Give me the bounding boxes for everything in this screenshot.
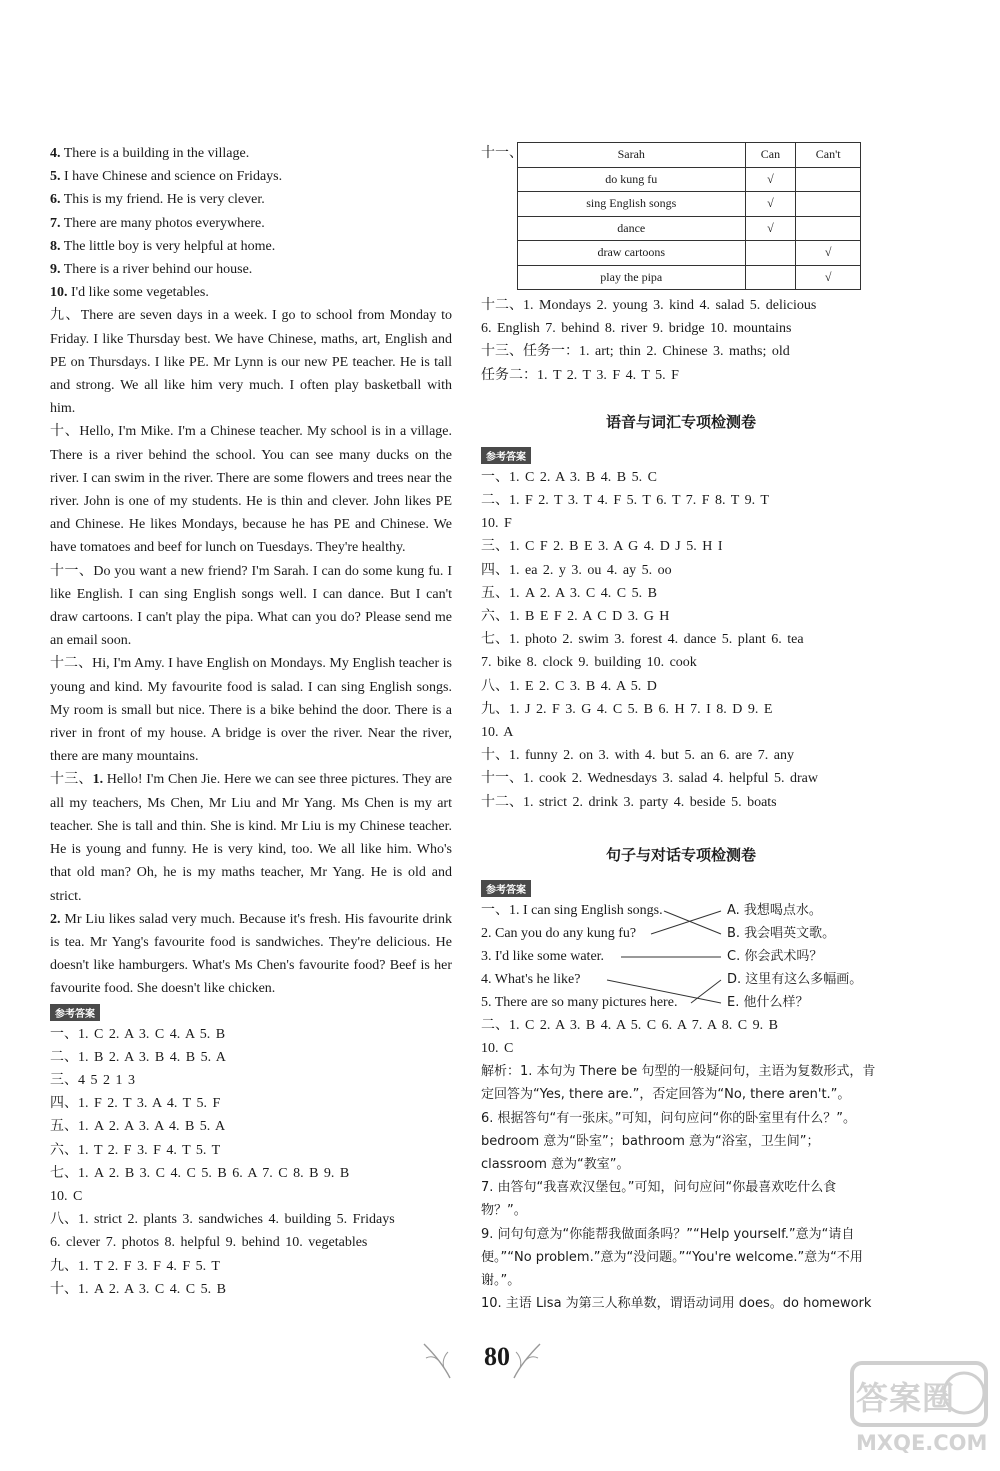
ability-table xyxy=(517,142,861,290)
passage-13-1 xyxy=(50,768,452,907)
item-number: 2. xyxy=(50,911,61,927)
passage-text: Do you want a new friend? I'm Sarah. I can do some kung fu. I like English. I can sing English songs well. I can dance. But I can't draw cartoons. I can't play the pipa. What can you do? Please send me an email soon. xyxy=(50,563,453,649)
sentence-text: I have Chinese and science on Fridays. xyxy=(60,169,283,185)
decorative-branch-icon xyxy=(506,1336,546,1380)
table-cell-item: play the pipa xyxy=(518,265,746,290)
answer-line: 10. C xyxy=(50,1188,83,1204)
header-cell: Can xyxy=(745,143,796,168)
header-cell: Sarah xyxy=(518,143,746,168)
answer-line: 五、1. A 2. A 3. C 4. C 5. B xyxy=(481,585,657,601)
passage-text: There are seven days in a week. I go to school from Monday to Friday. I like Thursday best. We have Chinese, maths, art, English and PE on Thursdays. I like PE. Mr Lynn is our new PE teacher. He is tall and strong. We all like him very much. I often play basketball with him. xyxy=(50,308,453,417)
answer-line: 三、4 5 2 1 3 xyxy=(50,1072,135,1088)
item-number: 8. xyxy=(50,238,61,254)
table-header-row xyxy=(518,143,861,168)
answer-line: 7. bike 8. clock 9. building 10. cook xyxy=(481,655,697,671)
match-left-item: 4. What's he like? xyxy=(481,971,581,987)
watermark-url: MXQE.COM xyxy=(856,1431,988,1455)
answer-line: 二、1. C 2. A 3. B 4. A 5. C 6. A 7. A 8. C 9. B xyxy=(481,1017,778,1033)
table-row xyxy=(518,192,861,217)
explanation-item: 10. 主语 Lisa 为第三人称单数，谓语动词用 does。do homework xyxy=(481,1296,872,1312)
passage-text: Mr Liu likes salad very much. Because it's fresh. His favourite drink is tea. Mr Yang's favourite food is sandwiches. They're delicious. He doesn't like hamburgers. What's Ms Chen's favourite food? Beef is her favourite food. She doesn't like chicken. xyxy=(50,911,452,997)
watermark-text: 答案圈 xyxy=(856,1379,956,1417)
sentence-text: There is a river behind our house. xyxy=(60,262,253,278)
sentence-line xyxy=(50,165,452,188)
table-cell-cant: √ xyxy=(796,265,861,290)
sentence-line xyxy=(50,188,452,211)
passage-10 xyxy=(50,420,452,559)
answer-line: 七、1. photo 2. swim 3. forest 4. dance 5. plant 6. tea xyxy=(481,632,804,648)
answer-key-tag: 参考答案 xyxy=(481,880,531,897)
table-row xyxy=(518,265,861,290)
answer-line: 九、1. T 2. F 3. F 4. F 5. T xyxy=(50,1258,220,1274)
sentence-text: There are many photos everywhere. xyxy=(60,215,265,231)
table-cell-cant: √ xyxy=(796,241,861,266)
answer-key-tag: 参考答案 xyxy=(50,1004,100,1021)
section-label: 十一、 xyxy=(50,563,94,579)
answer-line: 6. English 7. behind 8. river 9. bridge 10. mountains xyxy=(481,321,792,337)
matching-exercise xyxy=(481,899,881,1014)
item-number: 6. xyxy=(50,192,61,208)
section-label: 十、 xyxy=(50,424,80,440)
section-label: 十三、 xyxy=(50,772,93,788)
sentence-line xyxy=(50,235,452,258)
match-right-item: A. 我想喝点水。 xyxy=(727,902,822,918)
section-label: 十一、 xyxy=(481,145,523,161)
match-left-item: 一、1. I can sing English songs. xyxy=(481,902,663,918)
item-number: 5. xyxy=(50,169,61,185)
table-cell-cant xyxy=(796,167,861,192)
answer-line: 二、1. F 2. T 3. T 4. F 5. T 6. T 7. F 8. T 9. T xyxy=(481,493,769,509)
header-cell: Can't xyxy=(796,143,861,168)
left-column xyxy=(50,142,452,1301)
table-cell-cant xyxy=(796,216,861,241)
item-number: 10. xyxy=(50,285,68,301)
answer-line: 任务二：1. T 2. T 3. F 4. T 5. F xyxy=(481,367,679,383)
answer-line: 八、1. strict 2. plants 3. sandwiches 4. building 5. Fridays xyxy=(50,1212,395,1228)
explanation-item: 7. 由答句“我喜欢汉堡包。”可知，问句应问“你最喜欢吃什么食物？”。 xyxy=(481,1180,837,1219)
sentence-text: There is a building in the village. xyxy=(60,146,250,161)
table-cell-can xyxy=(745,241,796,266)
ability-table-block xyxy=(481,142,881,290)
sentence-line xyxy=(50,212,452,235)
section-title: 句子与对话专项检测卷 xyxy=(605,845,756,864)
passage-9 xyxy=(50,304,452,420)
passage-text: Hi, I'm Amy. I have English on Mondays. My English teacher is young and kind. My favourite food is salad. I can sing English songs. My room is small but nice. There is a bike behind the door. There is a river in front of my house. A bridge is over the river. Near the river, there are many mountains. xyxy=(50,656,452,765)
passage-text: Hello! I'm Chen Jie. Here we can see three pictures. They are all my teachers, Ms Chen, Mr Liu and Mr Yang. Ms Chen is my art teacher. She is tall and thin. She is kind. Mr Liu is my Chinese teacher. He is young and funny. He is very kind, too. We all like him. Who's that old man? Oh, he is my maths teacher, Mr Yang. He is old and strict. xyxy=(50,772,453,904)
answer-line: 三、1. C F 2. B E 3. A G 4. D J 5. H I xyxy=(481,539,723,555)
table-cell-item: draw cartoons xyxy=(518,241,746,266)
match-line xyxy=(664,911,721,934)
match-left-item: 5. There are so many pictures here. xyxy=(481,994,678,1010)
right-column xyxy=(481,142,881,1316)
answer-list xyxy=(481,466,881,814)
sentence-text: I'd like some vegetables. xyxy=(67,285,209,301)
answer-line: 6. clever 7. photos 8. helpful 9. behind 10. vegetables xyxy=(50,1235,368,1251)
passage-13-2 xyxy=(50,908,452,1001)
answer-line: 十一、1. cook 2. Wednesdays 3. salad 4. helpful 5. draw xyxy=(481,771,818,787)
answer-line: 六、1. B E F 2. A C D 3. G H xyxy=(481,609,670,625)
answer-line: 10. F xyxy=(481,516,512,532)
sentence-text: The little boy is very helpful at home. xyxy=(60,238,276,254)
match-right-item: B. 我会唱英文歌。 xyxy=(727,925,836,941)
answer-list xyxy=(481,294,881,387)
answer-line: 十、1. funny 2. on 3. with 4. but 5. an 6. are 7. any xyxy=(481,748,794,764)
answer-line: 七、1. A 2. B 3. C 4. C 5. B 6. A 7. C 8. B 9. B xyxy=(50,1165,350,1181)
answer-list xyxy=(481,1014,881,1060)
answer-line: 四、1. ea 2. y 3. ou 4. ay 5. oo xyxy=(481,562,672,578)
answer-line: 10. A xyxy=(481,725,514,741)
table-row xyxy=(518,241,861,266)
sentence-text: This is my friend. He is very clever. xyxy=(60,192,265,208)
match-left-item: 3. I'd like some water. xyxy=(481,948,605,964)
section-title: 语音与词汇专项检测卷 xyxy=(605,412,756,431)
watermark-logo xyxy=(846,1355,992,1465)
section-label: 九、 xyxy=(50,308,81,324)
table-row xyxy=(518,216,861,241)
answer-line: 六、1. T 2. F 3. F 4. T 5. T xyxy=(50,1142,221,1158)
table-cell-item: sing English songs xyxy=(518,192,746,217)
answer-line: 八、1. E 2. C 3. B 4. A 5. D xyxy=(481,678,657,694)
passage-text: Hello, I'm Mike. I'm a Chinese teacher. My school is in a village. There is a river behind the school. You can see many ducks on the river. I can swim in the river. There are some flowers and trees near the river. John is one of my students. He is thin and clever. John likes PE and Chinese. He likes Mondays, because he has PE and Chinese. We have tomatoes and beef for lunch on Tuesdays. They're healthy. xyxy=(50,424,453,556)
sentence-line xyxy=(50,142,452,165)
answer-line: 10. C xyxy=(481,1041,514,1057)
item-number: 9. xyxy=(50,262,61,278)
item-number: 4. xyxy=(50,146,61,161)
answer-line: 一、1. C 2. A 3. C 4. A 5. B xyxy=(50,1026,226,1042)
answer-line: 九、1. J 2. F 3. G 4. C 5. B 6. H 7. I 8. D 9. E xyxy=(481,701,773,717)
match-right-item: E. 他什么样？ xyxy=(727,994,809,1010)
passage-12 xyxy=(50,652,452,768)
section-label: 十二、 xyxy=(50,656,93,672)
answer-line: 十二、1. strict 2. drink 3. party 4. beside 5. boats xyxy=(481,794,777,810)
table-cell-can: √ xyxy=(745,192,796,217)
sentence-list xyxy=(50,142,452,304)
answer-line: 五、1. A 2. A 3. A 4. B 5. A xyxy=(50,1119,226,1135)
item-number: 7. xyxy=(50,215,61,231)
answer-line: 二、1. B 2. A 3. B 4. B 5. A xyxy=(50,1049,226,1065)
match-right-item: C. 你会武术吗？ xyxy=(727,948,823,964)
answer-line: 一、1. C 2. A 3. B 4. B 5. C xyxy=(481,469,657,485)
table-cell-item: dance xyxy=(518,216,746,241)
explanation-item: 9. 问句句意为“你能帮我做面条吗？”“Help yourself.”意为“请自便。”“No problem.”意为“没问题。”“You're welcome.”意为“不用谢。”。 xyxy=(481,1226,863,1289)
passage-11 xyxy=(50,560,452,653)
answer-line: 十、1. A 2. A 3. C 4. C 5. B xyxy=(50,1281,226,1297)
answer-line: 四、1. F 2. T 3. A 4. T 5. F xyxy=(50,1096,221,1112)
answer-line: 十二、1. Mondays 2. young 3. kind 4. salad 5. delicious xyxy=(481,298,817,313)
table-cell-can: √ xyxy=(745,167,796,192)
table-cell-cant xyxy=(796,192,861,217)
table-cell-can: √ xyxy=(745,216,796,241)
explanation-item: 解析：1. 本句为 There be 句型的一般疑问句，主语为复数形式，肯定回答为“Yes, there are.”，否定回答为“No, there aren't.”。 xyxy=(481,1064,876,1103)
table-cell-item: do kung fu xyxy=(518,167,746,192)
explanation-item: 6. 根据答句“有一张床。”可知，问句应问“你的卧室里有什么？”。bedroom 意为“卧室”；bathroom 意为“浴室，卫生间”；classroom 意为“教室”。 xyxy=(481,1110,856,1173)
table-cell-can xyxy=(745,265,796,290)
sentence-line xyxy=(50,281,452,304)
table-row xyxy=(518,167,861,192)
explanation-list xyxy=(481,1060,881,1315)
answer-list xyxy=(50,1023,452,1301)
match-right-item: D. 这里有这么多幅画。 xyxy=(727,971,863,987)
answer-key-tag: 参考答案 xyxy=(481,447,531,464)
page-number: 80 xyxy=(484,1342,510,1371)
answer-line: 十三、任务一：1. art; thin 2. Chinese 3. maths; old xyxy=(481,344,790,360)
item-number: 1. xyxy=(92,772,104,788)
match-left-item: 2. Can you do any kung fu? xyxy=(481,925,637,941)
sentence-line xyxy=(50,258,452,281)
